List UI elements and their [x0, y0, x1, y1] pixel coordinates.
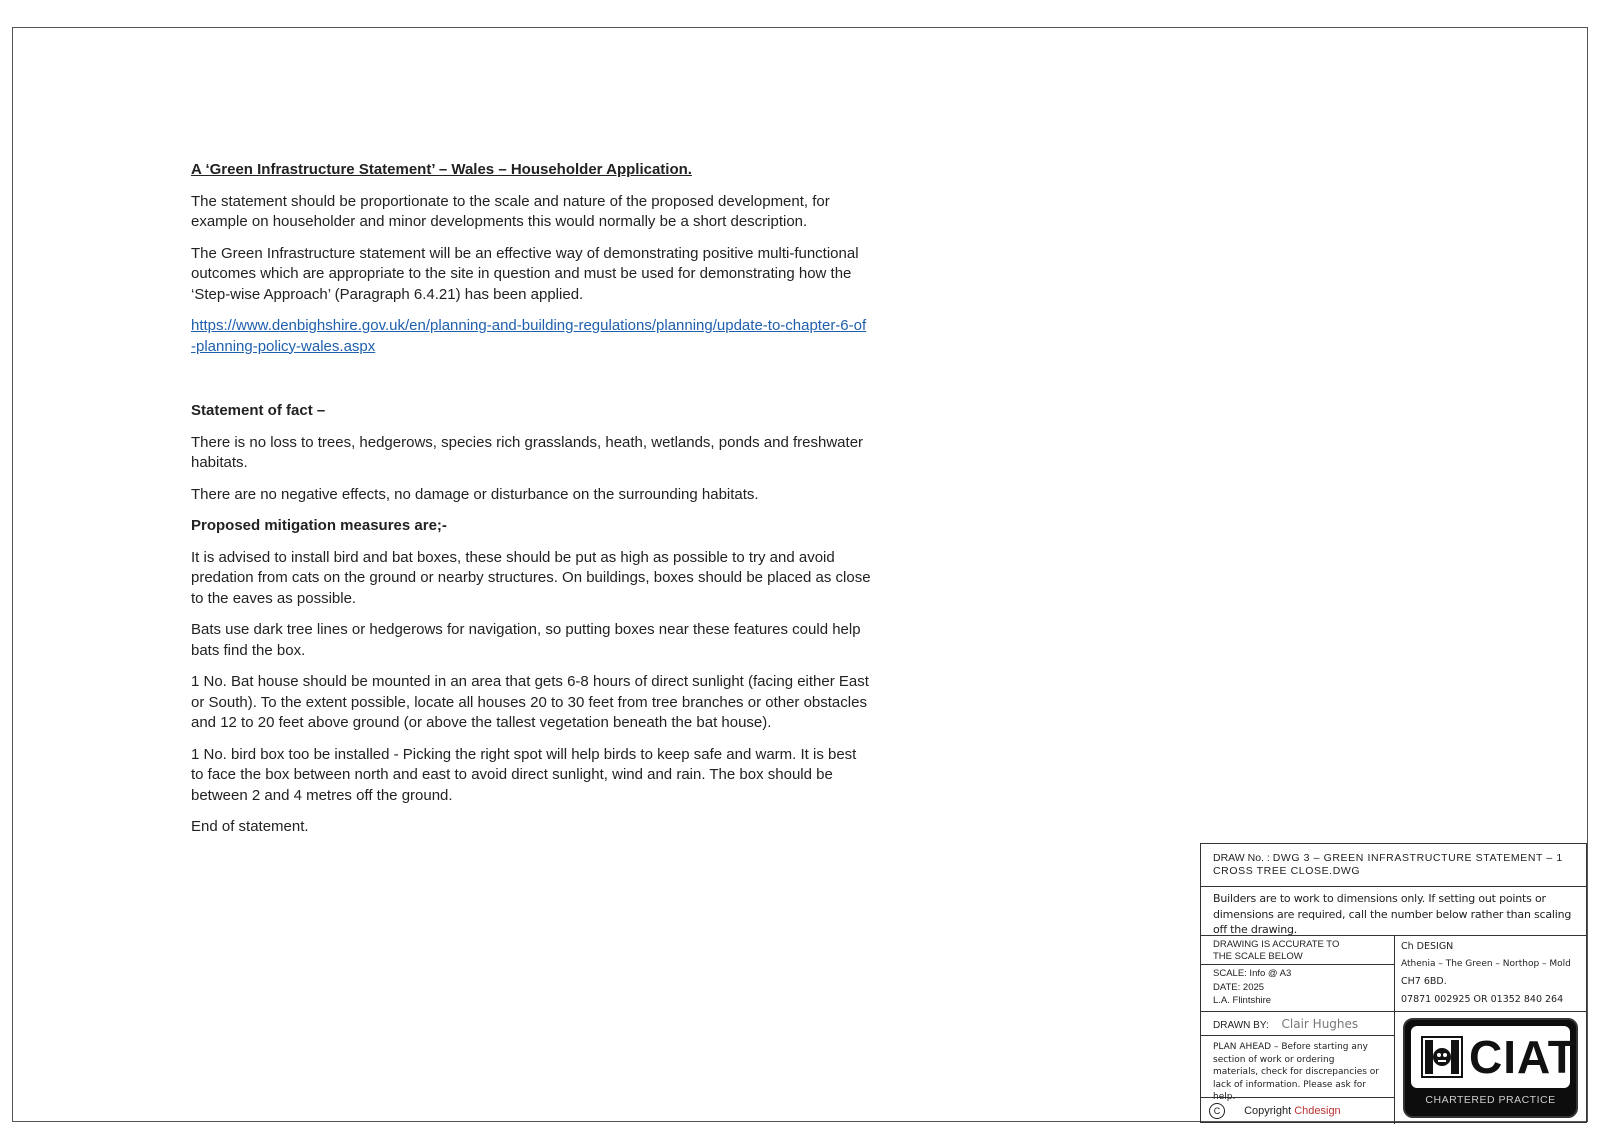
copyright: [1201, 1098, 1394, 1124]
intro-paragraph: The statement should be proportionate to the scale and nature of the proposed development, for example on householder and minor developments this would normally be a short description.: [191, 192, 830, 230]
company-name: Ch DESIGN: [1401, 941, 1454, 952]
address-line: Athenia – The Green – Northop – Mold: [1401, 958, 1571, 969]
mitigation-paragraph: 1 No. Bat house should be mounted in an area that gets 6-8 hours of direct sunlight (facing either East or South). To the extent possible, locate all houses 20 to 30 feet from tree branches or other obstacles and 12 to 20 feet above ground (or above the tallest vegetation beneath the bat house).: [191, 673, 869, 731]
drawing-number: [1201, 844, 1586, 887]
phone-numbers: 07871 002925 OR 01352 840 264: [1401, 993, 1564, 1005]
statement-heading: Statement of fact –: [191, 402, 326, 419]
ciat-logo-panel: [1411, 1026, 1577, 1088]
document-title: A ‘Green Infrastructure Statement’ – Wales – Householder Application.: [191, 161, 692, 178]
scale-info: [1201, 965, 1394, 1012]
plan-ahead-note: PLAN AHEAD – Before starting any section of work or ordering materials, check for discrepancies or lack of information. Please ask for help.: [1201, 1036, 1394, 1098]
mitigation-paragraph: It is advised to install bird and bat boxes, these should be put as high as possible to try and avoid predation from cats on the ground or nearby structures. On buildings, boxes should be placed as close to the eaves as possible.: [191, 548, 871, 607]
local-authority: L.A. Flintshire: [1213, 995, 1272, 1006]
title-block-right-column: [1395, 936, 1586, 1124]
statement-paragraph: There is no loss to trees, hedgerows, species rich grasslands, heath, wetlands, ponds and freshwater habitats.: [191, 433, 864, 471]
copyright-icon: C: [1209, 1103, 1225, 1119]
mitigation-heading: Proposed mitigation measures are;-: [191, 517, 447, 534]
builders-note: Builders are to work to dimensions only. If setting out points or dimensions are required, call the number below rather than scaling off the drawing.: [1201, 887, 1586, 936]
ciat-logo: [1403, 1018, 1578, 1118]
draw-no-value: DWG 3 – GREEN INFRASTRUCTURE STATEMENT – 1 CROSS TREE CLOSE.DWG: [1213, 852, 1563, 877]
statement-document: [191, 160, 871, 849]
intro-paragraph: The Green Infrastructure statement will be an effective way of demonstrating positive multi-functional outcomes which are appropriate to the site in question and must be used for demonstrating how the ‘Step-wise Approach’ (Paragraph 6.4.21) has been applied.: [191, 244, 859, 303]
accuracy-line: DRAWING IS ACCURATE TO: [1213, 939, 1340, 950]
drawn-by: [1201, 1012, 1394, 1036]
copyright-brand: Chdesign: [1294, 1104, 1341, 1117]
statement-paragraph: There are no negative effects, no damage or disturbance on the surrounding habitats.: [191, 485, 759, 503]
policy-link[interactable]: https://www.denbighshire.gov.uk/en/planning-and-building-regulations/planning/update-to-chapter-6-of-planning-policy-wales.aspx: [191, 317, 867, 355]
drawn-by-name: Clair Hughes: [1281, 1017, 1359, 1031]
company-address: [1395, 936, 1586, 1012]
date: DATE: 2025: [1213, 982, 1265, 993]
accuracy-line: THE SCALE BELOW: [1213, 951, 1303, 962]
address-line: CH7 6BD.: [1401, 976, 1447, 987]
mitigation-paragraph: Bats use dark tree lines or hedgerows for navigation, so putting boxes near these features could help bats find the box.: [191, 621, 861, 659]
copyright-label: Copyright: [1244, 1104, 1292, 1117]
end-of-statement: End of statement.: [191, 818, 309, 835]
scale: SCALE: Info @ A3: [1213, 968, 1292, 979]
accuracy-note: [1201, 936, 1394, 965]
logo-subtitle: CHARTERED PRACTICE: [1425, 1094, 1556, 1106]
title-block-left-column: [1201, 936, 1395, 1124]
drawn-by-label: DRAWN BY:: [1213, 1020, 1269, 1031]
ciat-emblem-icon: [1421, 1036, 1463, 1078]
mitigation-paragraph: 1 No. bird box too be installed - Picking the right spot will help birds to keep safe and warm. It is best to face the box between north and east to avoid direct sunlight, wind and rain. The box should be between 2 and 4 metres off the ground.: [191, 745, 857, 804]
logo-text: CIAT: [1469, 1031, 1577, 1083]
draw-no-label: DRAW No. :: [1213, 852, 1270, 864]
title-block: [1200, 843, 1587, 1123]
